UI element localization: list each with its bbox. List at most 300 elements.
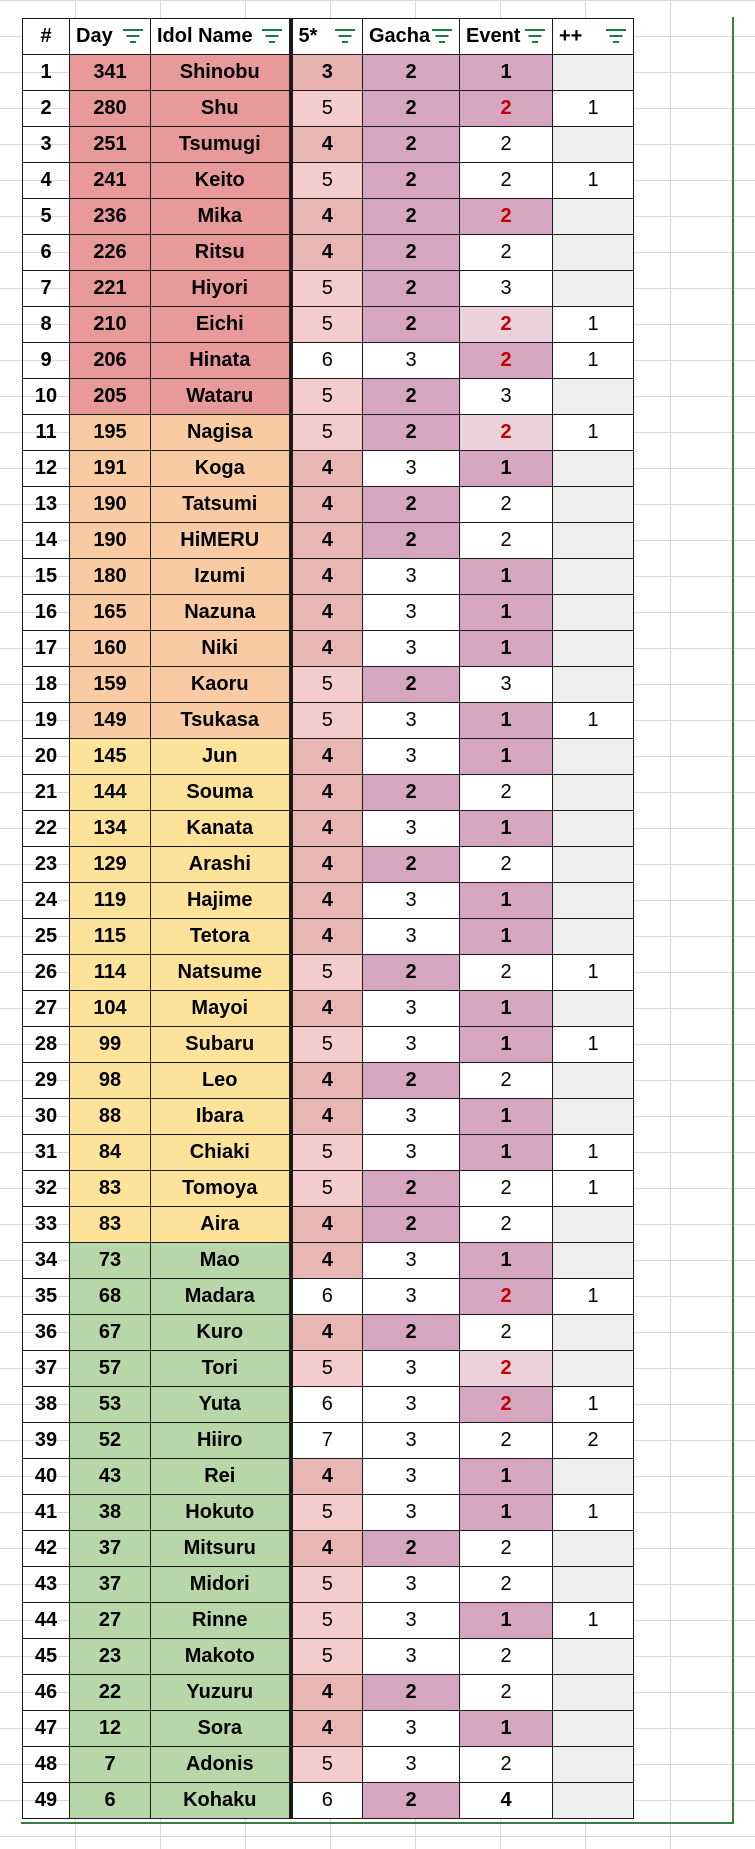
gacha-cell[interactable]: 2 (363, 379, 460, 415)
event-cell[interactable]: 1 (460, 1243, 553, 1279)
day-cell[interactable]: 27 (70, 1603, 151, 1639)
rank-cell[interactable]: 6 (23, 235, 70, 271)
rank-cell[interactable]: 41 (23, 1495, 70, 1531)
day-cell[interactable]: 83 (70, 1207, 151, 1243)
gacha-cell[interactable]: 3 (363, 1711, 460, 1747)
event-cell[interactable]: 2 (460, 1063, 553, 1099)
event-cell[interactable]: 3 (460, 667, 553, 703)
day-cell[interactable]: 195 (70, 415, 151, 451)
rank-cell[interactable]: 23 (23, 847, 70, 883)
gacha-cell[interactable]: 2 (363, 163, 460, 199)
rank-cell[interactable]: 19 (23, 703, 70, 739)
five-star-cell[interactable]: 5 (291, 415, 363, 451)
event-cell[interactable]: 2 (460, 1639, 553, 1675)
gacha-cell[interactable]: 2 (363, 1675, 460, 1711)
gacha-cell[interactable]: 2 (363, 1315, 460, 1351)
plus-cell[interactable] (553, 1243, 634, 1279)
five-star-cell[interactable]: 6 (291, 1783, 363, 1819)
five-star-cell[interactable]: 5 (291, 1351, 363, 1387)
rank-cell[interactable]: 31 (23, 1135, 70, 1171)
plus-cell[interactable]: 1 (553, 1171, 634, 1207)
plus-cell[interactable] (553, 847, 634, 883)
rank-cell[interactable]: 30 (23, 1099, 70, 1135)
event-cell[interactable]: 2 (460, 91, 553, 127)
event-cell[interactable]: 2 (460, 1171, 553, 1207)
gacha-cell[interactable]: 2 (363, 127, 460, 163)
five-star-cell[interactable]: 5 (291, 163, 363, 199)
gacha-cell[interactable]: 2 (363, 487, 460, 523)
five-star-cell[interactable]: 5 (291, 1135, 363, 1171)
day-cell[interactable]: 144 (70, 775, 151, 811)
event-cell[interactable]: 1 (460, 1099, 553, 1135)
plus-cell[interactable] (553, 487, 634, 523)
day-cell[interactable]: 206 (70, 343, 151, 379)
plus-cell[interactable] (553, 1063, 634, 1099)
event-cell[interactable]: 1 (460, 631, 553, 667)
idol-name-cell[interactable]: Ibara (151, 1099, 291, 1135)
idol-name-cell[interactable]: Natsume (151, 955, 291, 991)
event-cell[interactable]: 2 (460, 1567, 553, 1603)
day-cell[interactable]: 210 (70, 307, 151, 343)
five-star-cell[interactable]: 4 (291, 559, 363, 595)
event-cell[interactable]: 1 (460, 991, 553, 1027)
gacha-cell[interactable]: 3 (363, 1387, 460, 1423)
event-cell[interactable]: 1 (460, 1459, 553, 1495)
gacha-cell[interactable]: 3 (363, 811, 460, 847)
idol-name-cell[interactable]: Midori (151, 1567, 291, 1603)
idol-name-cell[interactable]: Hokuto (151, 1495, 291, 1531)
day-cell[interactable]: 205 (70, 379, 151, 415)
idol-name-cell[interactable]: Wataru (151, 379, 291, 415)
event-cell[interactable]: 2 (460, 199, 553, 235)
five-star-cell[interactable]: 4 (291, 1531, 363, 1567)
plus-cell[interactable]: 1 (553, 1279, 634, 1315)
day-cell[interactable]: 129 (70, 847, 151, 883)
event-cell[interactable]: 2 (460, 487, 553, 523)
five-star-cell[interactable]: 5 (291, 1495, 363, 1531)
gacha-cell[interactable]: 3 (363, 1603, 460, 1639)
day-cell[interactable]: 104 (70, 991, 151, 1027)
idol-name-cell[interactable]: Souma (151, 775, 291, 811)
rank-cell[interactable]: 29 (23, 1063, 70, 1099)
plus-cell[interactable] (553, 523, 634, 559)
plus-cell[interactable]: 1 (553, 1135, 634, 1171)
day-cell[interactable]: 98 (70, 1063, 151, 1099)
five-star-cell[interactable]: 5 (291, 1171, 363, 1207)
five-star-cell[interactable]: 5 (291, 1027, 363, 1063)
day-cell[interactable]: 115 (70, 919, 151, 955)
gacha-cell[interactable]: 2 (363, 1171, 460, 1207)
idol-name-cell[interactable]: Keito (151, 163, 291, 199)
gacha-cell[interactable]: 2 (363, 1531, 460, 1567)
five-star-cell[interactable]: 6 (291, 343, 363, 379)
idol-name-cell[interactable]: Mika (151, 199, 291, 235)
five-star-cell[interactable]: 5 (291, 1603, 363, 1639)
day-cell[interactable]: 134 (70, 811, 151, 847)
five-star-cell[interactable]: 4 (291, 1711, 363, 1747)
rank-cell[interactable]: 38 (23, 1387, 70, 1423)
plus-cell[interactable] (553, 1351, 634, 1387)
day-cell[interactable]: 22 (70, 1675, 151, 1711)
rank-cell[interactable]: 28 (23, 1027, 70, 1063)
rank-cell[interactable]: 46 (23, 1675, 70, 1711)
event-cell[interactable]: 3 (460, 271, 553, 307)
event-cell[interactable]: 2 (460, 1423, 553, 1459)
idol-name-cell[interactable]: Madara (151, 1279, 291, 1315)
plus-cell[interactable] (553, 595, 634, 631)
idol-name-cell[interactable]: Leo (151, 1063, 291, 1099)
rank-cell[interactable]: 15 (23, 559, 70, 595)
idol-name-cell[interactable]: Yuzuru (151, 1675, 291, 1711)
five-star-cell[interactable]: 6 (291, 1387, 363, 1423)
day-cell[interactable]: 67 (70, 1315, 151, 1351)
gacha-cell[interactable]: 3 (363, 703, 460, 739)
plus-cell[interactable] (553, 739, 634, 775)
rank-cell[interactable]: 21 (23, 775, 70, 811)
day-cell[interactable]: 88 (70, 1099, 151, 1135)
five-star-cell[interactable]: 4 (291, 1099, 363, 1135)
five-star-cell[interactable]: 4 (291, 883, 363, 919)
five-star-cell[interactable]: 5 (291, 703, 363, 739)
gacha-cell[interactable]: 2 (363, 1207, 460, 1243)
rank-cell[interactable]: 37 (23, 1351, 70, 1387)
rank-cell[interactable]: 36 (23, 1315, 70, 1351)
plus-cell[interactable] (553, 667, 634, 703)
five-star-cell[interactable]: 4 (291, 775, 363, 811)
idol-name-cell[interactable]: Mitsuru (151, 1531, 291, 1567)
five-star-cell[interactable]: 3 (291, 55, 363, 91)
rank-cell[interactable]: 14 (23, 523, 70, 559)
five-star-cell[interactable]: 4 (291, 595, 363, 631)
rank-cell[interactable]: 35 (23, 1279, 70, 1315)
day-cell[interactable]: 180 (70, 559, 151, 595)
gacha-cell[interactable]: 3 (363, 1567, 460, 1603)
rank-cell[interactable]: 11 (23, 415, 70, 451)
plus-cell[interactable] (553, 127, 634, 163)
five-star-cell[interactable]: 4 (291, 1207, 363, 1243)
plus-cell[interactable] (553, 1315, 634, 1351)
event-cell[interactable]: 2 (460, 1351, 553, 1387)
idol-name-cell[interactable]: Rinne (151, 1603, 291, 1639)
rank-cell[interactable]: 47 (23, 1711, 70, 1747)
idol-name-cell[interactable]: Rei (151, 1459, 291, 1495)
day-cell[interactable]: 43 (70, 1459, 151, 1495)
event-cell[interactable]: 1 (460, 559, 553, 595)
five-star-cell[interactable]: 4 (291, 739, 363, 775)
header-idol-name[interactable] (151, 19, 291, 55)
rank-cell[interactable]: 24 (23, 883, 70, 919)
event-cell[interactable]: 2 (460, 163, 553, 199)
gacha-cell[interactable]: 3 (363, 631, 460, 667)
rank-cell[interactable]: 48 (23, 1747, 70, 1783)
idol-name-cell[interactable]: Kuro (151, 1315, 291, 1351)
event-cell[interactable]: 2 (460, 523, 553, 559)
rank-cell[interactable]: 26 (23, 955, 70, 991)
gacha-cell[interactable]: 3 (363, 919, 460, 955)
event-cell[interactable]: 1 (460, 883, 553, 919)
event-cell[interactable]: 2 (460, 1531, 553, 1567)
five-star-cell[interactable]: 5 (291, 379, 363, 415)
day-cell[interactable]: 191 (70, 451, 151, 487)
gacha-cell[interactable]: 3 (363, 991, 460, 1027)
event-cell[interactable]: 2 (460, 1675, 553, 1711)
event-cell[interactable]: 2 (460, 847, 553, 883)
day-cell[interactable]: 68 (70, 1279, 151, 1315)
rank-cell[interactable]: 42 (23, 1531, 70, 1567)
five-star-cell[interactable]: 4 (291, 523, 363, 559)
rank-cell[interactable]: 17 (23, 631, 70, 667)
plus-cell[interactable]: 2 (553, 1423, 634, 1459)
plus-cell[interactable] (553, 1747, 634, 1783)
gacha-cell[interactable]: 3 (363, 343, 460, 379)
filter-icon[interactable] (334, 28, 356, 44)
five-star-cell[interactable]: 4 (291, 127, 363, 163)
idol-name-cell[interactable]: Kaoru (151, 667, 291, 703)
plus-cell[interactable] (553, 1711, 634, 1747)
rank-cell[interactable]: 32 (23, 1171, 70, 1207)
day-cell[interactable]: 114 (70, 955, 151, 991)
filter-icon[interactable] (431, 28, 453, 44)
plus-cell[interactable]: 1 (553, 703, 634, 739)
idol-name-cell[interactable]: Eichi (151, 307, 291, 343)
rank-cell[interactable]: 13 (23, 487, 70, 523)
idol-name-cell[interactable]: Adonis (151, 1747, 291, 1783)
idol-name-cell[interactable]: Aira (151, 1207, 291, 1243)
day-cell[interactable]: 190 (70, 523, 151, 559)
idol-name-cell[interactable]: Yuta (151, 1387, 291, 1423)
day-cell[interactable]: 12 (70, 1711, 151, 1747)
gacha-cell[interactable]: 3 (363, 1495, 460, 1531)
idol-name-cell[interactable]: Nagisa (151, 415, 291, 451)
five-star-cell[interactable]: 4 (291, 487, 363, 523)
event-cell[interactable]: 1 (460, 1135, 553, 1171)
gacha-cell[interactable]: 3 (363, 1351, 460, 1387)
event-cell[interactable]: 2 (460, 1315, 553, 1351)
day-cell[interactable]: 341 (70, 55, 151, 91)
day-cell[interactable]: 190 (70, 487, 151, 523)
rank-cell[interactable]: 3 (23, 127, 70, 163)
day-cell[interactable]: 241 (70, 163, 151, 199)
idol-name-cell[interactable]: Chiaki (151, 1135, 291, 1171)
gacha-cell[interactable]: 2 (363, 55, 460, 91)
gacha-cell[interactable]: 2 (363, 415, 460, 451)
day-cell[interactable]: 37 (70, 1531, 151, 1567)
day-cell[interactable]: 7 (70, 1747, 151, 1783)
filter-icon[interactable] (524, 28, 546, 44)
rank-cell[interactable]: 7 (23, 271, 70, 307)
plus-cell[interactable] (553, 1099, 634, 1135)
plus-cell[interactable]: 1 (553, 307, 634, 343)
gacha-cell[interactable]: 2 (363, 91, 460, 127)
plus-cell[interactable]: 1 (553, 955, 634, 991)
five-star-cell[interactable]: 4 (291, 1459, 363, 1495)
event-cell[interactable]: 2 (460, 307, 553, 343)
event-cell[interactable]: 2 (460, 1279, 553, 1315)
day-cell[interactable]: 37 (70, 1567, 151, 1603)
idol-name-cell[interactable]: HiMERU (151, 523, 291, 559)
five-star-cell[interactable]: 7 (291, 1423, 363, 1459)
idol-name-cell[interactable]: Koga (151, 451, 291, 487)
gacha-cell[interactable]: 3 (363, 1243, 460, 1279)
plus-cell[interactable] (553, 1783, 634, 1819)
five-star-cell[interactable]: 6 (291, 1279, 363, 1315)
day-cell[interactable]: 52 (70, 1423, 151, 1459)
rank-cell[interactable]: 34 (23, 1243, 70, 1279)
plus-cell[interactable] (553, 1531, 634, 1567)
rank-cell[interactable]: 43 (23, 1567, 70, 1603)
gacha-cell[interactable]: 3 (363, 1459, 460, 1495)
rank-cell[interactable]: 2 (23, 91, 70, 127)
gacha-cell[interactable]: 3 (363, 1747, 460, 1783)
idol-name-cell[interactable]: Subaru (151, 1027, 291, 1063)
idol-name-cell[interactable]: Tomoya (151, 1171, 291, 1207)
filter-icon[interactable] (122, 28, 144, 44)
idol-name-cell[interactable]: Hiiro (151, 1423, 291, 1459)
gacha-cell[interactable]: 3 (363, 595, 460, 631)
plus-cell[interactable] (553, 1567, 634, 1603)
plus-cell[interactable] (553, 991, 634, 1027)
idol-name-cell[interactable]: Mao (151, 1243, 291, 1279)
event-cell[interactable]: 2 (460, 1747, 553, 1783)
five-star-cell[interactable]: 4 (291, 811, 363, 847)
idol-name-cell[interactable]: Hajime (151, 883, 291, 919)
event-cell[interactable]: 2 (460, 235, 553, 271)
plus-cell[interactable] (553, 919, 634, 955)
idol-name-cell[interactable]: Tsukasa (151, 703, 291, 739)
five-star-cell[interactable]: 4 (291, 451, 363, 487)
day-cell[interactable]: 84 (70, 1135, 151, 1171)
event-cell[interactable]: 4 (460, 1783, 553, 1819)
plus-cell[interactable]: 1 (553, 1495, 634, 1531)
event-cell[interactable]: 1 (460, 1495, 553, 1531)
rank-cell[interactable]: 8 (23, 307, 70, 343)
five-star-cell[interactable]: 4 (291, 235, 363, 271)
day-cell[interactable]: 226 (70, 235, 151, 271)
plus-cell[interactable] (553, 1675, 634, 1711)
event-cell[interactable]: 2 (460, 1387, 553, 1423)
plus-cell[interactable] (553, 235, 634, 271)
day-cell[interactable]: 160 (70, 631, 151, 667)
rank-cell[interactable]: 20 (23, 739, 70, 775)
day-cell[interactable]: 6 (70, 1783, 151, 1819)
gacha-cell[interactable]: 3 (363, 451, 460, 487)
rank-cell[interactable]: 33 (23, 1207, 70, 1243)
five-star-cell[interactable]: 5 (291, 307, 363, 343)
idol-name-cell[interactable]: Tsumugi (151, 127, 291, 163)
event-cell[interactable]: 3 (460, 379, 553, 415)
event-cell[interactable]: 1 (460, 703, 553, 739)
plus-cell[interactable] (553, 1639, 634, 1675)
day-cell[interactable]: 221 (70, 271, 151, 307)
idol-name-cell[interactable]: Arashi (151, 847, 291, 883)
five-star-cell[interactable]: 4 (291, 919, 363, 955)
event-cell[interactable]: 1 (460, 451, 553, 487)
five-star-cell[interactable]: 5 (291, 667, 363, 703)
event-cell[interactable]: 2 (460, 415, 553, 451)
gacha-cell[interactable]: 3 (363, 739, 460, 775)
gacha-cell[interactable]: 2 (363, 775, 460, 811)
five-star-cell[interactable]: 5 (291, 955, 363, 991)
plus-cell[interactable] (553, 271, 634, 307)
header-five-star[interactable] (291, 19, 363, 55)
event-cell[interactable]: 1 (460, 919, 553, 955)
day-cell[interactable]: 236 (70, 199, 151, 235)
event-cell[interactable]: 2 (460, 775, 553, 811)
five-star-cell[interactable]: 4 (291, 847, 363, 883)
five-star-cell[interactable]: 5 (291, 91, 363, 127)
gacha-cell[interactable]: 2 (363, 307, 460, 343)
event-cell[interactable]: 1 (460, 811, 553, 847)
day-cell[interactable]: 83 (70, 1171, 151, 1207)
rank-cell[interactable]: 4 (23, 163, 70, 199)
day-cell[interactable]: 165 (70, 595, 151, 631)
gacha-cell[interactable]: 2 (363, 271, 460, 307)
idol-name-cell[interactable]: Tatsumi (151, 487, 291, 523)
idol-name-cell[interactable]: Kanata (151, 811, 291, 847)
rank-cell[interactable]: 49 (23, 1783, 70, 1819)
rank-cell[interactable]: 10 (23, 379, 70, 415)
gacha-cell[interactable]: 3 (363, 1423, 460, 1459)
five-star-cell[interactable]: 4 (291, 1315, 363, 1351)
gacha-cell[interactable]: 2 (363, 1063, 460, 1099)
five-star-cell[interactable]: 4 (291, 631, 363, 667)
day-cell[interactable]: 99 (70, 1027, 151, 1063)
event-cell[interactable]: 2 (460, 1207, 553, 1243)
rank-cell[interactable]: 44 (23, 1603, 70, 1639)
gacha-cell[interactable]: 3 (363, 1639, 460, 1675)
header-gacha[interactable] (363, 19, 460, 55)
day-cell[interactable]: 159 (70, 667, 151, 703)
rank-cell[interactable]: 12 (23, 451, 70, 487)
gacha-cell[interactable]: 3 (363, 1099, 460, 1135)
event-cell[interactable]: 1 (460, 595, 553, 631)
idol-name-cell[interactable]: Shinobu (151, 55, 291, 91)
rank-cell[interactable]: 45 (23, 1639, 70, 1675)
header-day[interactable] (70, 19, 151, 55)
idol-name-cell[interactable]: Hinata (151, 343, 291, 379)
event-cell[interactable]: 1 (460, 1027, 553, 1063)
five-star-cell[interactable]: 5 (291, 271, 363, 307)
idol-name-cell[interactable]: Mayoi (151, 991, 291, 1027)
idol-name-cell[interactable]: Shu (151, 91, 291, 127)
idol-name-cell[interactable]: Ritsu (151, 235, 291, 271)
plus-cell[interactable] (553, 1207, 634, 1243)
event-cell[interactable]: 2 (460, 127, 553, 163)
rank-cell[interactable]: 22 (23, 811, 70, 847)
idol-name-cell[interactable]: Makoto (151, 1639, 291, 1675)
rank-cell[interactable]: 25 (23, 919, 70, 955)
day-cell[interactable]: 57 (70, 1351, 151, 1387)
plus-cell[interactable] (553, 199, 634, 235)
event-cell[interactable]: 2 (460, 343, 553, 379)
gacha-cell[interactable]: 2 (363, 847, 460, 883)
plus-cell[interactable] (553, 1459, 634, 1495)
day-cell[interactable]: 73 (70, 1243, 151, 1279)
plus-cell[interactable]: 1 (553, 1603, 634, 1639)
plus-cell[interactable]: 1 (553, 415, 634, 451)
event-cell[interactable]: 1 (460, 1711, 553, 1747)
filter-icon[interactable] (605, 28, 627, 44)
event-cell[interactable]: 2 (460, 955, 553, 991)
header-plus[interactable] (553, 19, 634, 55)
gacha-cell[interactable]: 3 (363, 1027, 460, 1063)
five-star-cell[interactable]: 4 (291, 1243, 363, 1279)
idol-name-cell[interactable]: Hiyori (151, 271, 291, 307)
gacha-cell[interactable]: 2 (363, 1783, 460, 1819)
rank-cell[interactable]: 16 (23, 595, 70, 631)
rank-cell[interactable]: 27 (23, 991, 70, 1027)
plus-cell[interactable]: 1 (553, 1027, 634, 1063)
